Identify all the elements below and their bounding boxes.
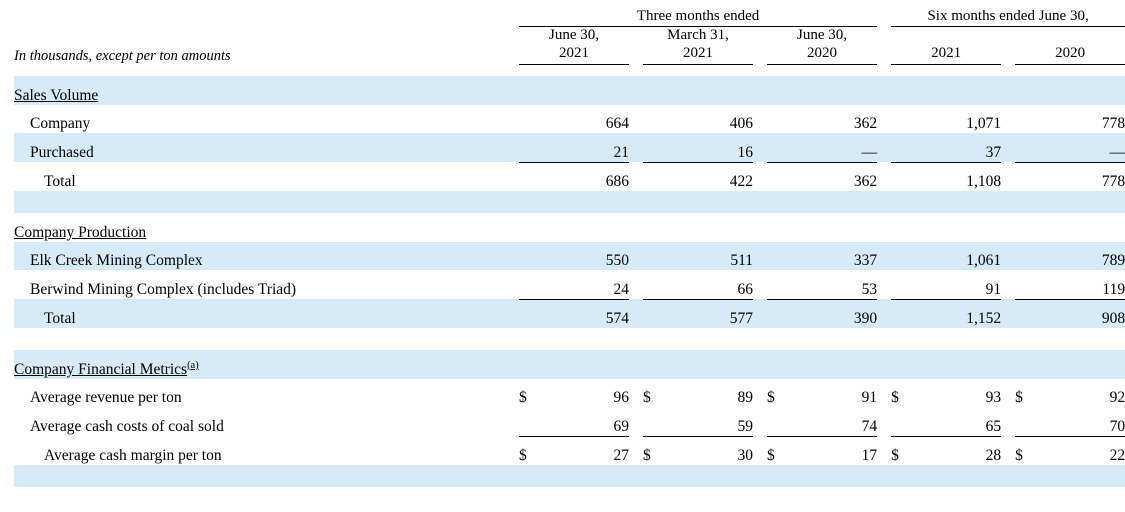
row-value: 511 xyxy=(665,242,753,271)
row-value: 1,152 xyxy=(913,299,1001,328)
row-currency xyxy=(519,299,541,328)
header-col-3: June 30, 2020 xyxy=(767,27,877,65)
row-value: 69 xyxy=(613,417,629,435)
row-value: 21 xyxy=(541,133,629,162)
row-value: 422 xyxy=(665,162,753,191)
row-currency xyxy=(643,242,665,271)
table-header-columns xyxy=(14,27,1125,65)
row-currency xyxy=(891,299,913,328)
section-title-row-company-production xyxy=(14,213,1125,242)
row-currency xyxy=(767,105,789,134)
row-currency: $ xyxy=(1015,436,1037,465)
row-currency xyxy=(643,270,665,299)
row-currency xyxy=(519,133,541,162)
row-value: 89 xyxy=(737,389,753,407)
section-title-company-financial-metrics: Company Financial Metrics$^{(a)}$ xyxy=(14,350,519,379)
row-value: 550 xyxy=(541,242,629,271)
table-row-total xyxy=(14,436,1125,465)
section-title-row-sales-volume xyxy=(14,76,1125,105)
table-row-total xyxy=(14,162,1125,191)
row-value: 362 xyxy=(853,115,878,133)
header-col-gap-4 xyxy=(1001,27,1015,65)
row-currency xyxy=(891,162,913,191)
row-value: 93 xyxy=(985,389,1002,407)
row-label: Average revenue per ton xyxy=(30,389,182,407)
row-value: 28 xyxy=(913,436,1001,465)
row-currency xyxy=(767,270,789,299)
row-value: 778 xyxy=(1101,115,1125,133)
row-currency: $ xyxy=(891,389,899,407)
row-value: 53 xyxy=(861,280,878,298)
row-value: 59 xyxy=(737,417,753,435)
row-currency: $ xyxy=(767,436,789,465)
header-group-six-months: Six months ended June 30, xyxy=(891,8,1125,27)
row-currency xyxy=(891,105,913,134)
header-col-gap-1 xyxy=(629,27,643,65)
row-value: 337 xyxy=(789,242,877,271)
row-value: 92 xyxy=(1109,389,1125,407)
row-value: 16 xyxy=(665,133,753,162)
row-currency xyxy=(519,105,541,134)
row-value: 66 xyxy=(737,280,753,298)
table-row xyxy=(14,133,1125,162)
stub-note: In thousands, except per ton amounts xyxy=(14,48,231,65)
row-currency xyxy=(1015,133,1037,162)
row-currency xyxy=(643,133,665,162)
row-value: 27 xyxy=(541,436,629,465)
row-value: 362 xyxy=(789,162,877,191)
section-title-company-production: Company Production xyxy=(14,223,147,241)
row-currency xyxy=(643,162,665,191)
row-value: 789 xyxy=(1037,242,1125,271)
row-currency xyxy=(891,270,913,299)
table-row xyxy=(14,270,1125,299)
section-title-sales-volume: Sales Volume xyxy=(14,76,519,105)
table-header-groups xyxy=(14,8,1125,27)
header-stub-empty xyxy=(14,8,519,27)
spacer-after-header xyxy=(14,65,1125,76)
row-currency xyxy=(519,407,541,436)
row-currency xyxy=(767,407,789,436)
header-col-4: 2021 xyxy=(891,27,1001,65)
table-row xyxy=(14,242,1125,271)
row-value: — xyxy=(1037,133,1125,162)
row-value: 390 xyxy=(789,299,877,328)
row-value: 91 xyxy=(861,389,878,407)
row-currency xyxy=(891,242,913,271)
row-value: 74 xyxy=(861,417,878,435)
row-value: 686 xyxy=(541,162,629,191)
row-value: 1,061 xyxy=(913,242,1001,271)
row-currency xyxy=(1015,407,1037,436)
row-value: 17 xyxy=(789,436,877,465)
row-label: Average cash margin per ton xyxy=(44,447,222,465)
row-label: Berwind Mining Complex (includes Triad) xyxy=(30,281,297,299)
row-label: Company xyxy=(30,115,91,133)
row-currency xyxy=(643,407,665,436)
row-value: 908 xyxy=(1037,299,1125,328)
row-currency xyxy=(1015,162,1037,191)
row-currency: $ xyxy=(643,389,651,407)
row-label: Purchased xyxy=(14,133,519,162)
table-row-total xyxy=(14,299,1125,328)
row-label: Elk Creek Mining Complex xyxy=(14,242,519,271)
table-row xyxy=(14,105,1125,134)
row-currency: $ xyxy=(643,436,665,465)
row-currency xyxy=(767,133,789,162)
row-label: Total xyxy=(44,173,76,191)
row-currency xyxy=(767,162,789,191)
row-currency xyxy=(1015,270,1037,299)
header-col-1: June 30, 2021 xyxy=(519,27,629,65)
section-title-row-company-financial-metrics xyxy=(14,350,1125,379)
footnote-marker: (a) xyxy=(187,359,199,371)
row-currency xyxy=(519,270,541,299)
row-currency xyxy=(1015,105,1037,134)
row-currency: $ xyxy=(519,389,527,407)
row-currency: $ xyxy=(519,436,541,465)
row-value: 778 xyxy=(1037,162,1125,191)
row-value: — xyxy=(789,133,877,162)
row-separator xyxy=(14,328,1125,350)
header-gap-cell xyxy=(877,8,891,27)
row-currency xyxy=(767,242,789,271)
row-value: 65 xyxy=(985,417,1002,435)
band-separator-bottom xyxy=(14,465,1125,487)
row-value: 22 xyxy=(1037,436,1125,465)
row-label: Total xyxy=(14,299,519,328)
row-currency xyxy=(519,242,541,271)
financial-metrics-table xyxy=(14,8,1125,487)
row-value: 30 xyxy=(665,436,753,465)
row-currency: $ xyxy=(891,436,913,465)
row-currency xyxy=(891,407,913,436)
header-col-gap-3 xyxy=(877,27,891,65)
row-currency xyxy=(891,133,913,162)
header-col-2: March 31, 2021 xyxy=(643,27,753,65)
row-value: 664 xyxy=(605,115,629,133)
row-value: 119 xyxy=(1102,280,1125,298)
row-currency xyxy=(1015,242,1037,271)
row-value: 1,071 xyxy=(966,115,1002,133)
row-value: 96 xyxy=(613,389,629,407)
row-label: Average cash costs of coal sold xyxy=(30,418,224,436)
row-value: 574 xyxy=(541,299,629,328)
table-row xyxy=(14,379,1125,408)
header-col-5: 2020 xyxy=(1015,27,1125,65)
header-group-three-months: Three months ended xyxy=(519,8,877,27)
table-row xyxy=(14,407,1125,436)
row-value: 577 xyxy=(665,299,753,328)
row-currency xyxy=(519,162,541,191)
row-value: 24 xyxy=(613,280,629,298)
row-currency: $ xyxy=(1015,389,1023,407)
row-value: 91 xyxy=(985,280,1002,298)
row-currency: $ xyxy=(767,389,775,407)
row-currency xyxy=(643,105,665,134)
row-value: 1,108 xyxy=(913,162,1001,191)
row-currency xyxy=(643,299,665,328)
row-value: 406 xyxy=(729,115,753,133)
row-currency xyxy=(767,299,789,328)
row-value: 70 xyxy=(1109,417,1125,435)
row-value: 37 xyxy=(913,133,1001,162)
row-currency xyxy=(1015,299,1037,328)
band-separator xyxy=(14,191,1125,213)
header-col-gap-2 xyxy=(753,27,767,65)
